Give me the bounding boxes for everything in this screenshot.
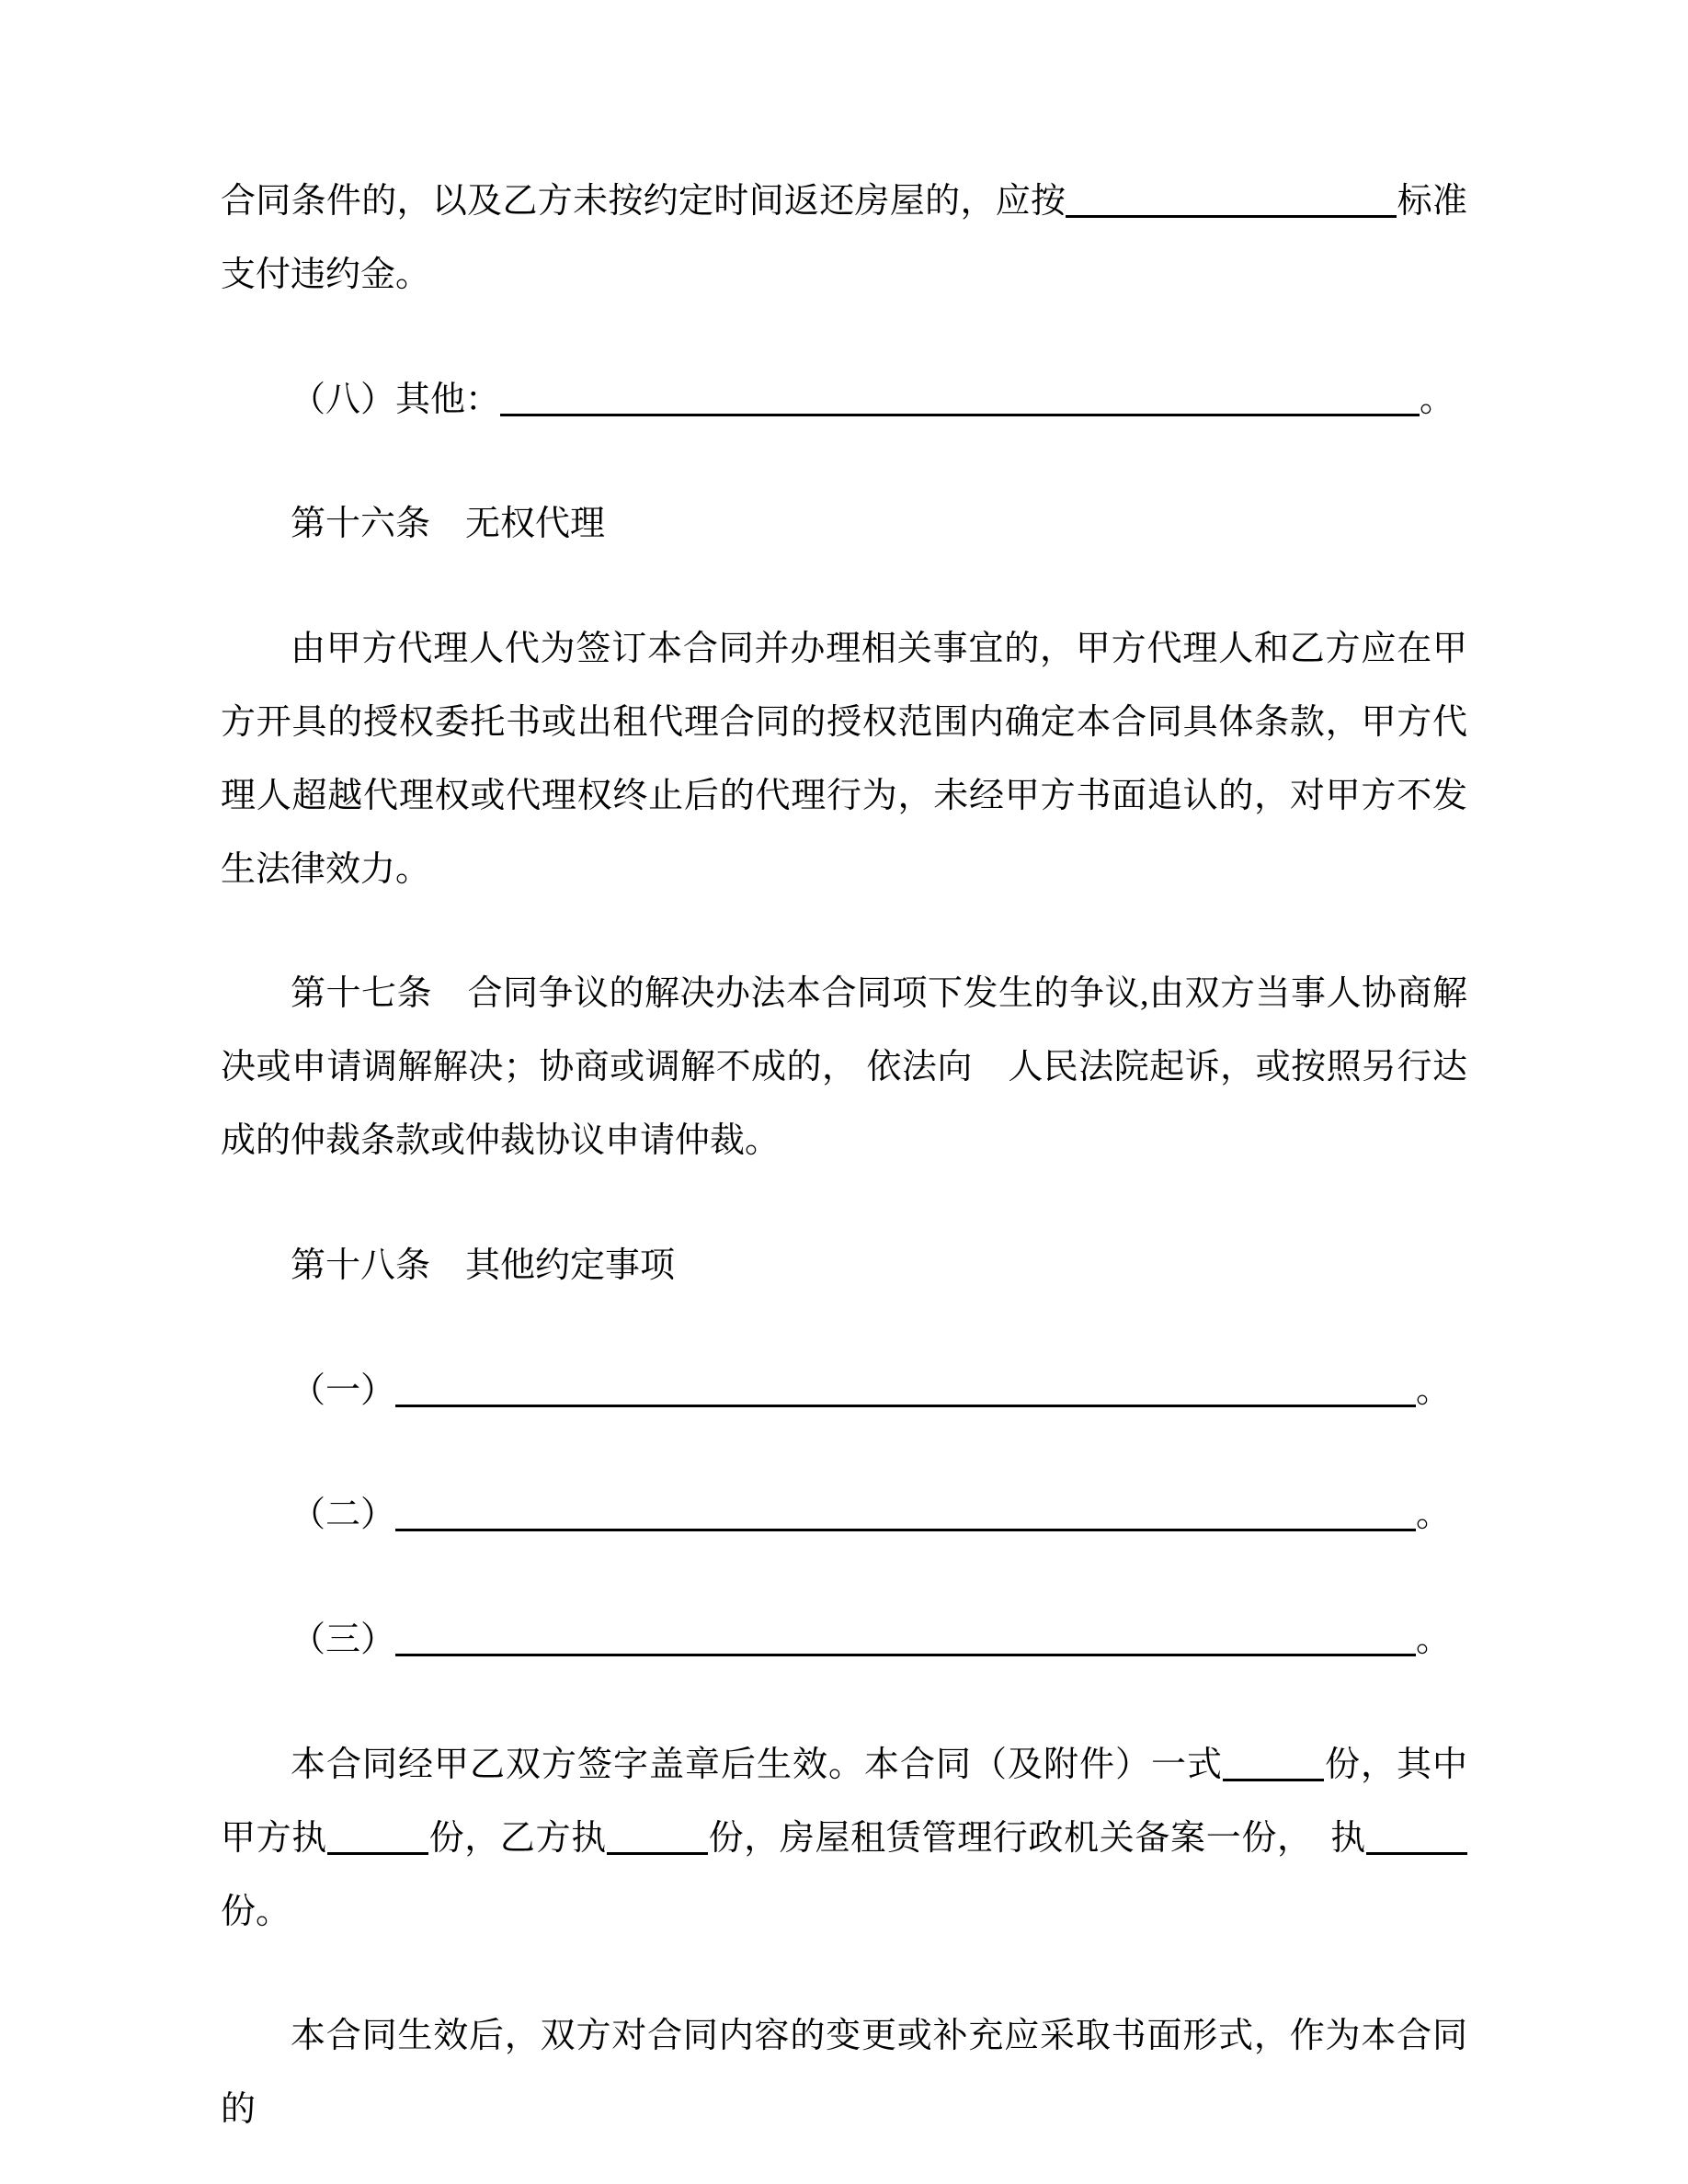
article-17-body <box>221 958 1467 1177</box>
article-16-heading <box>221 488 1467 562</box>
item-1 <box>221 1355 1467 1428</box>
text-run: （三） <box>291 1621 396 1660</box>
fill-in-blank <box>1223 1754 1324 1781</box>
article-18-heading <box>221 1230 1467 1303</box>
fill-in-blank <box>607 1826 708 1854</box>
text-run: 第十八条 其他约定事项 <box>291 1246 676 1285</box>
fill-in-blank <box>1366 1826 1467 1854</box>
amendment-clause <box>221 2000 1467 2147</box>
fill-in-blank <box>395 1504 1416 1531</box>
text-run: 份。 <box>221 1892 291 1931</box>
text-run: 第十六条 无权代理 <box>291 505 606 544</box>
text-run: 。 <box>1416 1496 1452 1535</box>
item-3 <box>221 1604 1467 1678</box>
clause-penalty-continuation <box>221 165 1467 313</box>
item-2 <box>221 1479 1467 1553</box>
text-run: 本合同生效后，双方对合同内容的变更或补充应采取书面形式，作为本合同的 <box>221 2017 1467 2130</box>
text-run: 本合同经甲乙双方签字盖章后生效。本合同（及附件）一式 <box>291 1745 1223 1784</box>
text-run: （二） <box>291 1496 396 1535</box>
text-run: 合同条件的，以及乙方未按约定时间返还房屋的，应按 <box>221 182 1066 221</box>
text-run: （八）其他： <box>291 380 501 419</box>
text-run: 由甲方代理人代为签订本合同并办理相关事宜的，甲方代理人和乙方应在甲方开具的授权委托书或出租代理合同的授权范围内确定本合同具体条款，甲方代理人超越代理权或代理权终止后的代理行为，未经甲方书面追认的，对甲方不发生法律效力。 <box>221 630 1467 889</box>
text-run: 份，其中甲方执 <box>221 1745 1467 1858</box>
text-run: 份，房屋租赁管理行政机关备案一份， 执 <box>707 1818 1366 1858</box>
text-run: 。 <box>1416 1621 1452 1660</box>
effectiveness-clause <box>221 1729 1467 1949</box>
article-16-body <box>221 613 1467 906</box>
text-run: （一） <box>291 1371 396 1410</box>
text-run: 份，乙方执 <box>428 1818 607 1858</box>
text-run: 标准支付违约金。 <box>221 182 1467 294</box>
fill-in-blank <box>395 1379 1416 1406</box>
fill-in-blank <box>500 388 1420 415</box>
text-run: 第十七条 合同争议的解决办法本合同项下发生的争议,由双方当事人协商解决或申请调解解决；协商或调解不成的， 依法向 人民法院起诉，或按照另行达成的仲裁条款或仲裁协议申请仲裁。 <box>221 974 1467 1160</box>
fill-in-blank <box>1066 190 1397 218</box>
text-run: 。 <box>1416 1371 1452 1410</box>
fill-in-blank <box>395 1629 1416 1656</box>
item-8-other <box>221 364 1467 438</box>
text-run: 。 <box>1420 380 1455 419</box>
fill-in-blank <box>327 1826 428 1854</box>
